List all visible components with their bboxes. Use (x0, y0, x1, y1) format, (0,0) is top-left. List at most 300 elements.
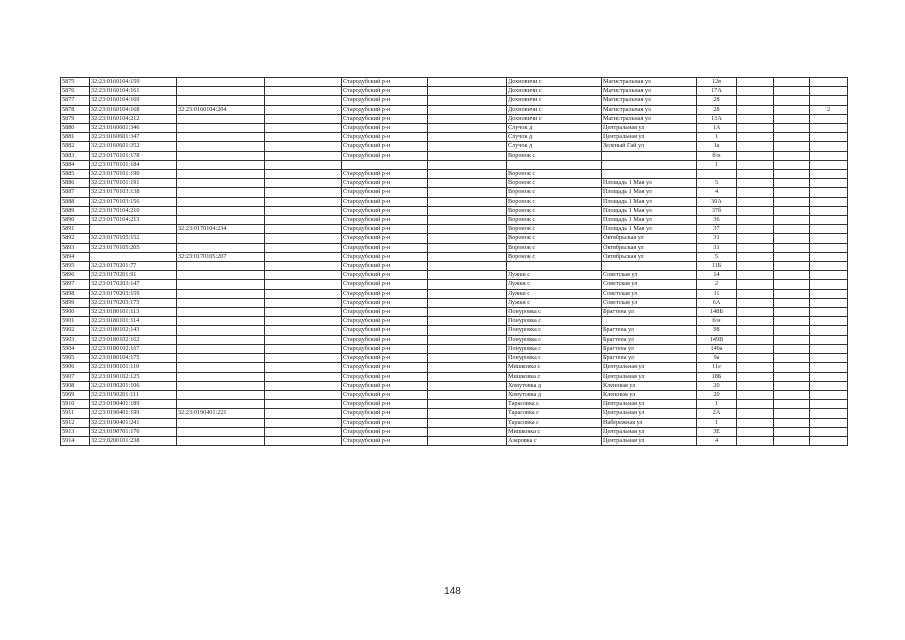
empty-cell (428, 197, 507, 206)
empty-cell (737, 170, 774, 179)
empty-cell (737, 280, 774, 289)
cadastral-number: 32:23:0170201:77 (90, 262, 177, 271)
row-number: 5912 (61, 418, 90, 427)
district-cell: Стародубский р-н (342, 390, 428, 399)
table-row (61, 197, 848, 206)
cadastral-number: 32:23:0160601:347 (90, 133, 177, 142)
linked-cadastral-number (177, 78, 265, 87)
linked-cadastral-number (177, 179, 265, 188)
empty-cell (737, 390, 774, 399)
street-cell: Центральная ул (602, 427, 697, 436)
empty-cell (774, 252, 810, 261)
table-row (61, 335, 848, 344)
locality-cell: Тарасовка с (507, 400, 602, 409)
house-number-cell: 20 (697, 381, 737, 390)
district-cell: Стародубский р-н (342, 436, 428, 445)
empty-cell (428, 133, 507, 142)
house-number-cell: 1 (697, 418, 737, 427)
street-cell: Кленовая ул (602, 381, 697, 390)
empty-cell (737, 409, 774, 418)
empty-cell (265, 87, 342, 96)
empty-cell (265, 363, 342, 372)
table-row (61, 225, 848, 234)
house-number-cell: 37 (697, 225, 737, 234)
house-number-cell: 18Б (697, 372, 737, 381)
empty-cell (774, 335, 810, 344)
empty-cell (737, 133, 774, 142)
table-row (61, 114, 848, 123)
extra-count-cell (810, 344, 848, 353)
empty-cell (737, 252, 774, 261)
empty-cell (737, 308, 774, 317)
table-row (61, 298, 848, 307)
district-cell: Стародубский р-н (342, 400, 428, 409)
locality-cell: Тарасовка с (507, 418, 602, 427)
house-number-cell: 11е (697, 363, 737, 372)
row-number: 5913 (61, 427, 90, 436)
table-row (61, 179, 848, 188)
street-cell: Брагтена ул (602, 344, 697, 353)
empty-cell (737, 381, 774, 390)
extra-count-cell (810, 78, 848, 87)
empty-cell (265, 179, 342, 188)
table-row (61, 133, 848, 142)
house-number-cell: 5 (697, 179, 737, 188)
linked-cadastral-number (177, 114, 265, 123)
street-cell: Площадь 1 Мая ул (602, 216, 697, 225)
empty-cell (737, 234, 774, 243)
extra-count-cell (810, 308, 848, 317)
cadastral-number: 32:23:0170104:210 (90, 206, 177, 215)
cadastral-number: 32:23:0170104:213 (90, 216, 177, 225)
empty-cell (265, 390, 342, 399)
extra-count-cell (810, 114, 848, 123)
cadastral-number: 32:23:0160601:352 (90, 142, 177, 151)
registry-table (60, 77, 848, 446)
empty-cell (265, 234, 342, 243)
street-cell: Советская ул (602, 289, 697, 298)
table-row (61, 188, 848, 197)
row-number: 5884 (61, 160, 90, 169)
locality-cell: Случок д (507, 124, 602, 133)
empty-cell (774, 133, 810, 142)
house-number-cell: 5 (697, 252, 737, 261)
street-cell: Магистральная ул (602, 87, 697, 96)
locality-cell: Случок д (507, 142, 602, 151)
linked-cadastral-number (177, 289, 265, 298)
row-number: 5914 (61, 436, 90, 445)
empty-cell (265, 298, 342, 307)
district-cell: Стародубский р-н (342, 363, 428, 372)
empty-cell (737, 216, 774, 225)
page-number: 148 (444, 586, 461, 597)
extra-count-cell (810, 280, 848, 289)
empty-cell (774, 363, 810, 372)
cadastral-number: 32:23:0190201:111 (90, 390, 177, 399)
house-number-cell: 149а (697, 344, 737, 353)
table-row (61, 105, 848, 114)
cadastral-number (90, 225, 177, 234)
empty-cell (265, 114, 342, 123)
empty-cell (428, 289, 507, 298)
extra-count-cell (810, 252, 848, 261)
linked-cadastral-number: 32:23:0170105:207 (177, 252, 265, 261)
empty-cell (774, 151, 810, 160)
empty-cell (774, 390, 810, 399)
linked-cadastral-number (177, 271, 265, 280)
empty-cell (428, 170, 507, 179)
row-number: 5888 (61, 197, 90, 206)
linked-cadastral-number (177, 280, 265, 289)
empty-cell (737, 436, 774, 445)
linked-cadastral-number (177, 142, 265, 151)
empty-cell (774, 179, 810, 188)
street-cell: Центральная ул (602, 400, 697, 409)
house-number-cell: 28 (697, 96, 737, 105)
locality-cell: Понуровка с (507, 326, 602, 335)
empty-cell (774, 243, 810, 252)
table-row (61, 390, 848, 399)
district-cell: Стародубский р-н (342, 326, 428, 335)
table-row (61, 234, 848, 243)
empty-cell (428, 151, 507, 160)
empty-cell (428, 326, 507, 335)
linked-cadastral-number: 32:23:0170104:234 (177, 225, 265, 234)
table-row (61, 363, 848, 372)
empty-cell (737, 317, 774, 326)
empty-cell (265, 124, 342, 133)
house-number-cell: 6А (697, 298, 737, 307)
table-row (61, 427, 848, 436)
extra-count-cell (810, 326, 848, 335)
street-cell: Центральная ул (602, 436, 697, 445)
locality-cell: Хомутовка д (507, 390, 602, 399)
empty-cell (265, 317, 342, 326)
district-cell: Стародубский р-н (342, 133, 428, 142)
empty-cell (428, 225, 507, 234)
district-cell: Стародубский р-н (342, 280, 428, 289)
street-cell: Советская ул (602, 271, 697, 280)
street-cell: Брагтена ул (602, 335, 697, 344)
linked-cadastral-number (177, 400, 265, 409)
row-number: 5889 (61, 206, 90, 215)
house-number-cell: 31 (697, 243, 737, 252)
empty-cell (265, 344, 342, 353)
empty-cell (774, 317, 810, 326)
linked-cadastral-number (177, 151, 265, 160)
locality-cell: Дохновичи с (507, 105, 602, 114)
street-cell (602, 262, 697, 271)
extra-count-cell (810, 381, 848, 390)
empty-cell (737, 105, 774, 114)
district-cell: Стародубский р-н (342, 298, 428, 307)
locality-cell: Азаровка с (507, 436, 602, 445)
row-number: 5883 (61, 151, 90, 160)
empty-cell (265, 418, 342, 427)
district-cell: Стародубский р-н (342, 252, 428, 261)
empty-cell (428, 418, 507, 427)
empty-cell (774, 216, 810, 225)
table-row (61, 216, 848, 225)
empty-cell (737, 344, 774, 353)
locality-cell: Воронок с (507, 216, 602, 225)
table-row (61, 436, 848, 445)
cadastral-number: 32:23:0200101:238 (90, 436, 177, 445)
district-cell: Стародубский р-н (342, 354, 428, 363)
empty-cell (265, 133, 342, 142)
locality-cell: Дохновичи с (507, 96, 602, 105)
locality-cell: Мишковка с (507, 372, 602, 381)
locality-cell (507, 262, 602, 271)
empty-cell (737, 372, 774, 381)
empty-cell (774, 225, 810, 234)
table-row (61, 308, 848, 317)
linked-cadastral-number (177, 354, 265, 363)
empty-cell (737, 354, 774, 363)
table-row (61, 151, 848, 160)
row-number: 5886 (61, 179, 90, 188)
empty-cell (774, 206, 810, 215)
house-number-cell: б/н (697, 317, 737, 326)
empty-cell (774, 142, 810, 151)
table-row (61, 262, 848, 271)
cadastral-number: 32:23:0160104:161 (90, 87, 177, 96)
extra-count-cell (810, 188, 848, 197)
empty-cell (428, 317, 507, 326)
empty-cell (774, 381, 810, 390)
table-row (61, 124, 848, 133)
street-cell: Октябрьская ул (602, 252, 697, 261)
empty-cell (428, 390, 507, 399)
empty-cell (737, 124, 774, 133)
table-row (61, 354, 848, 363)
table-row (61, 96, 848, 105)
street-cell: Кленовая ул (602, 390, 697, 399)
district-cell: Стародубский р-н (342, 105, 428, 114)
empty-cell (265, 188, 342, 197)
linked-cadastral-number (177, 133, 265, 142)
empty-cell (265, 308, 342, 317)
empty-cell (428, 216, 507, 225)
locality-cell: Воронок с (507, 234, 602, 243)
district-cell: Стародубский р-н (342, 317, 428, 326)
extra-count-cell (810, 436, 848, 445)
empty-cell (428, 436, 507, 445)
empty-cell (265, 271, 342, 280)
extra-count-cell (810, 289, 848, 298)
empty-cell (737, 160, 774, 169)
empty-cell (774, 78, 810, 87)
empty-cell (737, 114, 774, 123)
cadastral-number: 32:23:0170203:147 (90, 280, 177, 289)
extra-count-cell (810, 372, 848, 381)
row-number: 5877 (61, 96, 90, 105)
street-cell: Центральная ул (602, 372, 697, 381)
linked-cadastral-number (177, 243, 265, 252)
empty-cell (265, 105, 342, 114)
table-row (61, 344, 848, 353)
empty-cell (428, 124, 507, 133)
empty-cell (737, 225, 774, 234)
district-cell: Стародубский р-н (342, 179, 428, 188)
empty-cell (428, 427, 507, 436)
locality-cell: Дохновичи с (507, 114, 602, 123)
registry-table-body (61, 78, 848, 446)
row-number: 5905 (61, 354, 90, 363)
street-cell (602, 151, 697, 160)
empty-cell (428, 87, 507, 96)
extra-count-cell (810, 87, 848, 96)
empty-cell (428, 372, 507, 381)
table-row (61, 87, 848, 96)
empty-cell (737, 400, 774, 409)
row-number: 5901 (61, 317, 90, 326)
empty-cell (428, 262, 507, 271)
cadastral-number: 32:23:0190101:110 (90, 363, 177, 372)
street-cell: Площадь 1 Мая ул (602, 188, 697, 197)
empty-cell (265, 197, 342, 206)
row-number: 5907 (61, 372, 90, 381)
empty-cell (265, 354, 342, 363)
empty-cell (774, 427, 810, 436)
street-cell: Центральная ул (602, 409, 697, 418)
empty-cell (428, 160, 507, 169)
empty-cell (265, 252, 342, 261)
row-number: 5878 (61, 105, 90, 114)
row-number: 5882 (61, 142, 90, 151)
linked-cadastral-number (177, 372, 265, 381)
street-cell: Центральная ул (602, 124, 697, 133)
cadastral-number: 32:23:0190102:125 (90, 372, 177, 381)
locality-cell: Случок д (507, 133, 602, 142)
empty-cell (737, 363, 774, 372)
row-number: 5890 (61, 216, 90, 225)
linked-cadastral-number (177, 216, 265, 225)
district-cell: Стародубский р-н (342, 78, 428, 87)
district-cell: Стародубский р-н (342, 418, 428, 427)
row-number: 5895 (61, 262, 90, 271)
empty-cell (428, 252, 507, 261)
locality-cell: Воронок с (507, 225, 602, 234)
street-cell: Брагтена ул (602, 326, 697, 335)
table-row (61, 317, 848, 326)
empty-cell (265, 427, 342, 436)
linked-cadastral-number (177, 87, 265, 96)
empty-cell (265, 96, 342, 105)
empty-cell (774, 170, 810, 179)
street-cell: Магистральная ул (602, 78, 697, 87)
linked-cadastral-number (177, 308, 265, 317)
cadastral-number: 32:23:0170203:175 (90, 298, 177, 307)
row-number: 5900 (61, 308, 90, 317)
house-number-cell: 31 (697, 234, 737, 243)
extra-count-cell (810, 390, 848, 399)
locality-cell: Понуровка с (507, 344, 602, 353)
cadastral-number: 32:23:0160104:168 (90, 105, 177, 114)
empty-cell (428, 381, 507, 390)
house-number-cell: 37б (697, 206, 737, 215)
cadastral-number: 32:23:0180101:114 (90, 317, 177, 326)
district-cell: Стародубский р-н (342, 114, 428, 123)
empty-cell (428, 114, 507, 123)
extra-count-cell (810, 225, 848, 234)
cadastral-number: 32:23:0190701:170 (90, 427, 177, 436)
row-number: 5906 (61, 363, 90, 372)
locality-cell: Тарасовка с (507, 409, 602, 418)
empty-cell (774, 409, 810, 418)
empty-cell (737, 151, 774, 160)
empty-cell (774, 418, 810, 427)
linked-cadastral-number (177, 298, 265, 307)
empty-cell (774, 87, 810, 96)
empty-cell (428, 142, 507, 151)
table-row (61, 243, 848, 252)
empty-cell (737, 289, 774, 298)
locality-cell: Лужки с (507, 289, 602, 298)
empty-cell (428, 363, 507, 372)
linked-cadastral-number (177, 436, 265, 445)
extra-count-cell (810, 418, 848, 427)
district-cell: Стародубский р-н (342, 409, 428, 418)
empty-cell (265, 400, 342, 409)
row-number: 5887 (61, 188, 90, 197)
cadastral-number: 32:23:0190401:199 (90, 409, 177, 418)
house-number-cell: 2А (697, 409, 737, 418)
district-cell: Стародубский р-н (342, 234, 428, 243)
row-number: 5897 (61, 280, 90, 289)
linked-cadastral-number: 32:23:0190401:221 (177, 409, 265, 418)
empty-cell (774, 124, 810, 133)
street-cell (602, 317, 697, 326)
empty-cell (737, 427, 774, 436)
empty-cell (737, 243, 774, 252)
empty-cell (265, 225, 342, 234)
empty-cell (265, 78, 342, 87)
district-cell: Стародубский р-н (342, 335, 428, 344)
empty-cell (774, 308, 810, 317)
district-cell: Стародубский р-н (342, 271, 428, 280)
row-number: 5910 (61, 400, 90, 409)
table-row (61, 280, 848, 289)
house-number-cell: 12в (697, 78, 737, 87)
extra-count-cell (810, 96, 848, 105)
house-number-cell: 17А (697, 87, 737, 96)
linked-cadastral-number (177, 317, 265, 326)
empty-cell (774, 160, 810, 169)
house-number-cell: 148Б (697, 308, 737, 317)
house-number-cell: 1А (697, 124, 737, 133)
cadastral-number: 32:23:0190201:106 (90, 381, 177, 390)
empty-cell (774, 354, 810, 363)
linked-cadastral-number (177, 124, 265, 133)
row-number: 5892 (61, 234, 90, 243)
extra-count-cell (810, 151, 848, 160)
locality-cell: Хомутовка д (507, 381, 602, 390)
row-number: 5894 (61, 252, 90, 261)
empty-cell (774, 114, 810, 123)
locality-cell: Мишковка с (507, 363, 602, 372)
empty-cell (265, 151, 342, 160)
cadastral-number: 32:23:0160104:212 (90, 114, 177, 123)
empty-cell (428, 354, 507, 363)
empty-cell (428, 96, 507, 105)
linked-cadastral-number (177, 390, 265, 399)
empty-cell (265, 206, 342, 215)
locality-cell: Воронок с (507, 206, 602, 215)
empty-cell (265, 335, 342, 344)
cadastral-number: 32:23:0190401:189 (90, 400, 177, 409)
street-cell: Советская ул (602, 298, 697, 307)
